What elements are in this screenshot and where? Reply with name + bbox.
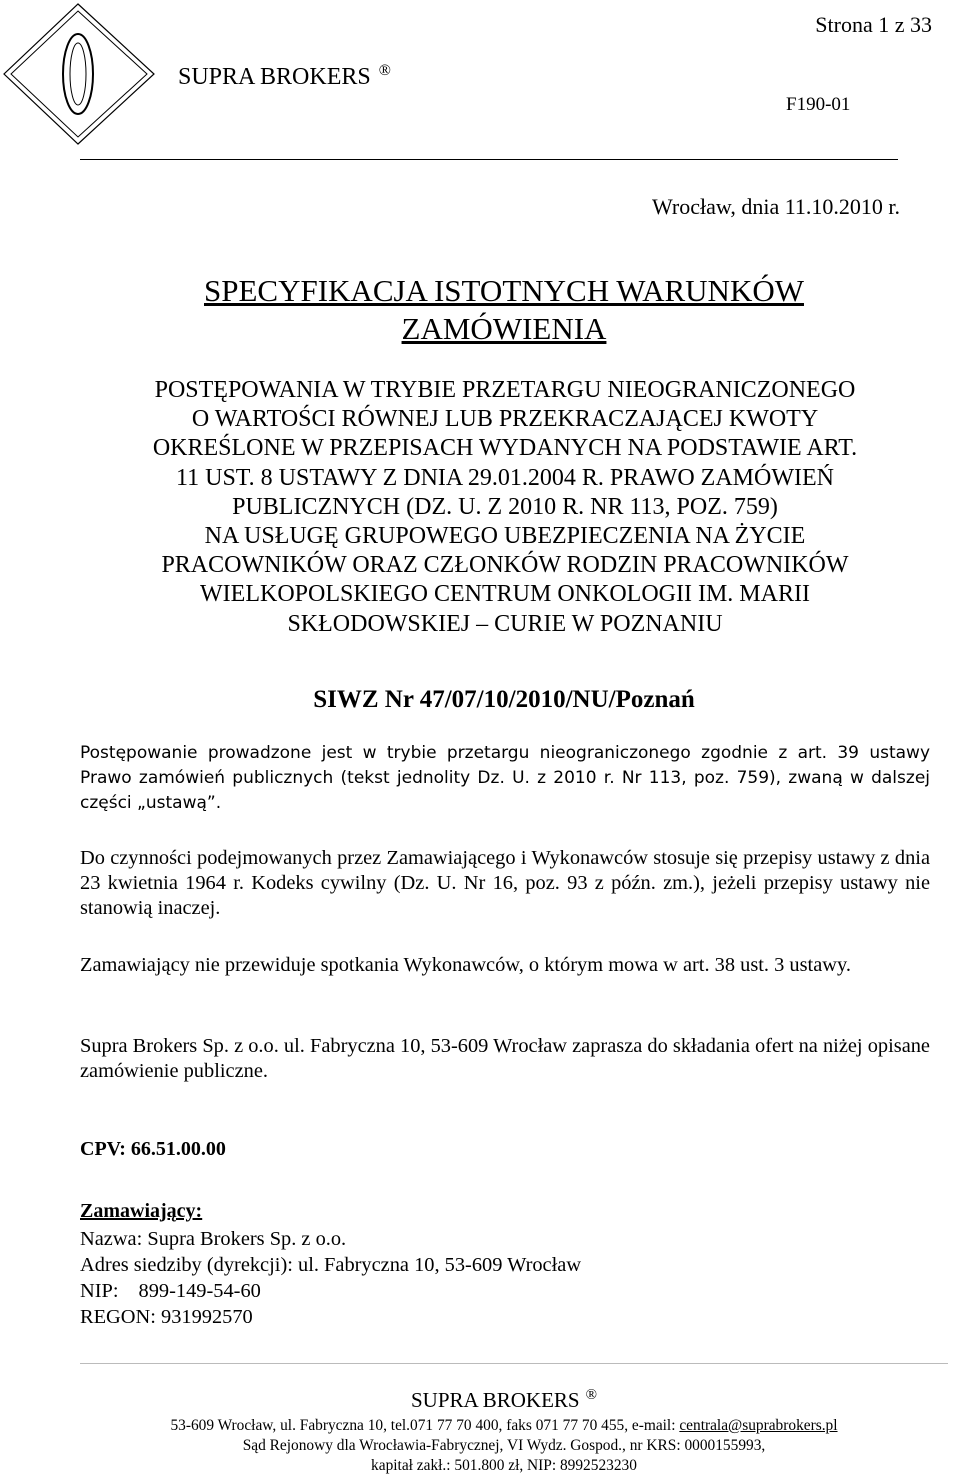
- footer-brand: [0, 1387, 960, 1413]
- footer-address: 53-609 Wrocław, ul. Fabryczna 10, tel.071 77 70 400, faks 071 77 70 455, e-mail:: [170, 1417, 680, 1434]
- procedure-subtitle: [80, 376, 930, 639]
- footer-registered-mark: ®: [585, 1387, 598, 1403]
- subtitle-line: PUBLICZNYCH (DZ. U. Z 2010 R. NR 113, POZ. 759): [232, 493, 778, 520]
- subtitle-line: PRACOWNIKÓW ORAZ CZŁONKÓW RODZIN PRACOWNIKÓW: [161, 552, 849, 579]
- footer-brand-text: SUPRA BROKERS: [410, 1388, 580, 1412]
- document-code: F190-01: [786, 94, 851, 115]
- paragraph-civil-code: Do czynności podejmowanych przez Zamawiającego i Wykonawców stosuje się przepisy ustawy z dnia 23 kwietnia 1964 r. Kodeks cywilny (Dz. U. Nr 16, poz. 93 z późn. zm.), jeżeli przepisy ustawy nie stanowią inaczej.: [80, 847, 930, 919]
- paragraph-meeting: Zamawiający nie przewiduje spotkania Wykonawców, o którym mowa w art. 38 ust. 3 ustawy.: [80, 954, 851, 976]
- brand-name: [178, 62, 391, 91]
- subtitle-line: NA USŁUGĘ GRUPOWEGO UBEZPIECZENIA NA ŻYCIE: [204, 523, 806, 550]
- brand-text: SUPRA BROKERS: [178, 64, 371, 90]
- footer-capital-line: kapitał zakł.: 501.800 zł, NIP: 8992523230: [371, 1457, 637, 1474]
- page-number: Strona 1 z 33: [815, 12, 932, 37]
- subtitle-line: POSTĘPOWANIA W TRYBIE PRZETARGU NIEOGRANICZONEGO: [154, 377, 856, 403]
- title-line-2: ZAMÓWIENIA: [401, 311, 607, 346]
- authority-name: Nazwa: Supra Brokers Sp. z o.o.: [80, 1228, 347, 1250]
- subtitle-line: OKREŚLONE W PRZEPISACH WYDANYCH NA PODSTAWIE ART.: [152, 435, 858, 462]
- subtitle-line: O WARTOŚCI RÓWNEJ LUB PRZEKRACZAJĄCEJ KWOTY: [191, 406, 819, 433]
- nip-value: 899-149-54-60: [138, 1280, 261, 1302]
- cpv-code: CPV: 66.51.00.00: [80, 1138, 226, 1160]
- subtitle-line: 11 UST. 8 USTAWY Z DNIA 29.01.2004 R. PRAWO ZAMÓWIEŃ: [176, 464, 834, 491]
- footer-divider: [80, 1363, 948, 1364]
- company-logo-icon: [0, 0, 160, 150]
- date-line: Wrocław, dnia 11.10.2010 r.: [652, 194, 900, 219]
- title-line-1: SPECYFIKACJA ISTOTNYCH WARUNKÓW: [204, 273, 804, 308]
- subtitle-line: SKŁODOWSKIEJ – CURIE W POZNANIU: [287, 610, 723, 637]
- nip-label: NIP:: [80, 1280, 119, 1302]
- authority-nip: [80, 1278, 581, 1304]
- footer-email-link[interactable]: centrala@suprabrokers.pl: [679, 1417, 838, 1434]
- contracting-authority-details: [80, 1226, 581, 1330]
- registered-mark: ®: [378, 62, 391, 79]
- header-divider: [80, 159, 898, 160]
- footer-court-line: Sąd Rejonowy dla Wrocławia-Fabrycznej, VI Wydz. Gospod., nr KRS: 0000155993,: [242, 1437, 766, 1454]
- subtitle-line: WIELKOPOLSKIEGO CENTRUM ONKOLOGII IM. MARII: [200, 581, 810, 608]
- authority-regon: REGON: 931992570: [80, 1306, 253, 1328]
- contracting-authority-heading: Zamawiający:: [80, 1200, 203, 1222]
- authority-address: Adres siedziby (dyrekcji): ul. Fabryczna 10, 53-609 Wrocław: [80, 1254, 582, 1276]
- footer-contact-line: [0, 1417, 960, 1435]
- paragraph-invitation: Supra Brokers Sp. z o.o. ul. Fabryczna 10, 53-609 Wrocław zaprasza do składania ofert na niżej opisane zamówienie publiczne.: [80, 1035, 930, 1082]
- paragraph-procedure: Postępowanie prowadzone jest w trybie przetargu nieograniczonego zgodnie z art. 39 ustawy Prawo zamówień publicznych (tekst jednolity Dz. U. z 2010 r. Nr 113, poz. 759), zwaną w dalszej części „ustawą”.: [80, 743, 930, 813]
- document-title: [0, 272, 960, 348]
- siwz-number: SIWZ Nr 47/07/10/2010/NU/Poznań: [313, 686, 695, 713]
